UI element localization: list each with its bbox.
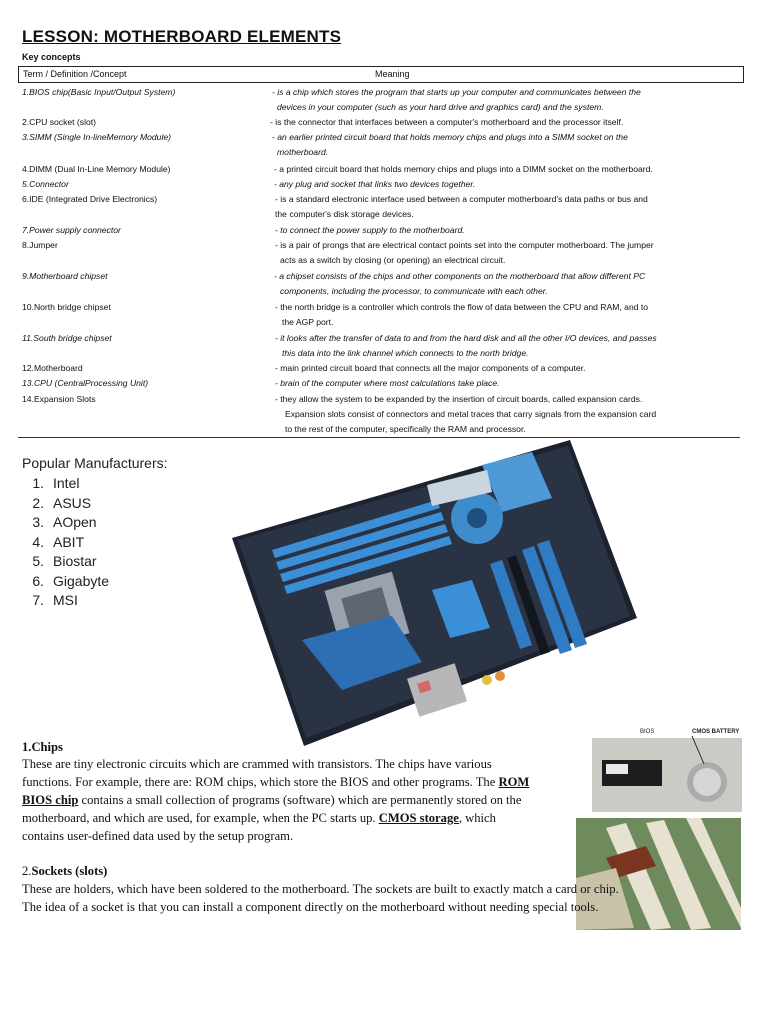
column-header-term: Term / Definition /Concept — [23, 69, 127, 79]
term: 11.South bridge chipset — [22, 333, 112, 343]
term: 3.SIMM (Single In-lineMemory Module) — [22, 132, 172, 142]
sockets-heading: 2.Sockets (slots) — [22, 864, 108, 878]
meaning-cont: devices in your computer (such as your hard drive and graphics card) and the system. — [277, 102, 604, 112]
cmos-battery-label: CMOS BATTERY — [692, 729, 740, 735]
list-item: 5. Biostar — [32, 553, 97, 569]
meaning: - is a standard electronic interface used between a computer motherboard's data paths or bus and — [275, 194, 648, 204]
term: 8.Jumper — [22, 240, 58, 250]
meaning: - they allow the system to be expanded by the insertion of circuit boards, called expansion cards. — [275, 394, 643, 404]
manufacturers-list — [22, 474, 109, 611]
list-item: 1. Intel — [32, 475, 80, 491]
rom-term: ROM — [498, 775, 530, 789]
term: 1.BIOS chip(Basic Input/Output System) — [22, 87, 176, 97]
meaning-cont: Expansion slots consist of connectors and metal traces that carry signals from the expansion card — [285, 409, 657, 419]
term: 12.Motherboard — [22, 363, 83, 373]
meaning-cont: components, including the processor, to communicate with each other. — [280, 286, 548, 296]
bios-label: BIOS — [640, 729, 655, 735]
meaning: - is the connector that interfaces between a computer's motherboard and the processor itself. — [270, 117, 624, 127]
list-item: 4. ABIT — [32, 533, 85, 550]
term: 5.Connector — [22, 179, 69, 189]
meaning: - to connect the power supply to the motherboard. — [275, 225, 465, 235]
term: 14.Expansion Slots — [22, 394, 96, 404]
meaning: - any plug and socket that links two devices together. — [274, 179, 476, 189]
meaning-cont: acts as a switch by closing (or opening) an electrical circuit. — [280, 255, 506, 265]
meaning-cont: this data into the link channel which connects to the north bridge. — [282, 348, 529, 358]
list-item: 2. ASUS — [32, 494, 92, 511]
list-item: 7. MSI — [32, 592, 78, 608]
table-bottom-rule — [18, 437, 740, 438]
chips-paragraph: These are tiny electronic circuits which are crammed with transistors. The chips have various functions. For example, there are: ROM chips, which store the BIOS and other programs. The ROM BIOS chip contains a small collection of programs (software) which are permanently stored on the motherboard, and which are used, for example, when the PC starts up. CMOS storage, which contains user-defined data used by the setup program. — [22, 757, 530, 843]
meaning: - main printed circuit board that connects all the major components of a computer. — [275, 363, 586, 373]
table-header — [18, 66, 744, 83]
meaning-cont: the AGP port. — [282, 317, 334, 327]
term: 13.CPU (CentralProcessing Unit) — [22, 378, 149, 388]
motherboard-image — [232, 440, 637, 746]
meaning-cont: motherboard. — [277, 147, 329, 157]
term: 4.DIMM (Dual In-Line Memory Module) — [22, 164, 171, 174]
meaning: - a chipset consists of the chips and other components on the motherboard that allow different PC — [274, 271, 646, 281]
meaning-cont: the computer's disk storage devices. — [275, 209, 414, 219]
meaning: - brain of the computer where most calculations take place. — [275, 378, 500, 388]
term: 10.North bridge chipset — [22, 302, 111, 312]
page-title: LESSON: MOTHERBOARD ELEMENTS — [22, 27, 342, 46]
meaning: - it looks after the transfer of data to and from the hard disk and all the other I/O devices, and passes — [275, 333, 657, 343]
meaning: - is a chip which stores the program that starts up your computer and communicates between the — [272, 87, 641, 97]
chips-heading: 1.Chips — [22, 740, 63, 754]
meaning-cont: to the rest of the computer, specifically the RAM and processor. — [285, 424, 526, 434]
cmos-storage-term: CMOS storage — [378, 811, 459, 825]
meaning: - a printed circuit board that holds memory chips and plugs into a DIMM socket on the motherboard. — [274, 164, 653, 174]
manufacturers-heading: Popular Manufacturers: — [22, 455, 168, 471]
list-item: 3. AOpen — [32, 514, 97, 530]
term: 7.Power supply connector — [22, 225, 121, 235]
meaning: - an earlier printed circuit board that holds memory chips and plugs into a SIMM socket on the — [272, 132, 628, 142]
key-concepts-label: Key concepts — [22, 52, 81, 62]
term: 2.CPU socket (slot) — [22, 117, 97, 127]
bios-cmos-photo — [592, 722, 742, 812]
bios-chip-term: BIOS chip — [22, 793, 79, 807]
meaning: - is a pair of prongs that are electrical contact points set into the computer motherboard. The jumper — [275, 240, 654, 250]
list-item: 6. Gigabyte — [32, 572, 110, 589]
meaning: - the north bridge is a controller which controls the flow of data between the CPU and RAM, and to — [275, 302, 649, 312]
sockets-paragraph: These are holders, which have been soldered to the motherboard. The sockets are built to exactly match a card or chip. The idea of a socket is that you can install a component directly on the motherboard without needing special tools. — [22, 882, 619, 914]
term: 6.IDE (Integrated Drive Electronics) — [22, 194, 158, 204]
column-header-meaning: Meaning — [375, 69, 410, 79]
term: 9.Motherboard chipset — [22, 271, 108, 281]
